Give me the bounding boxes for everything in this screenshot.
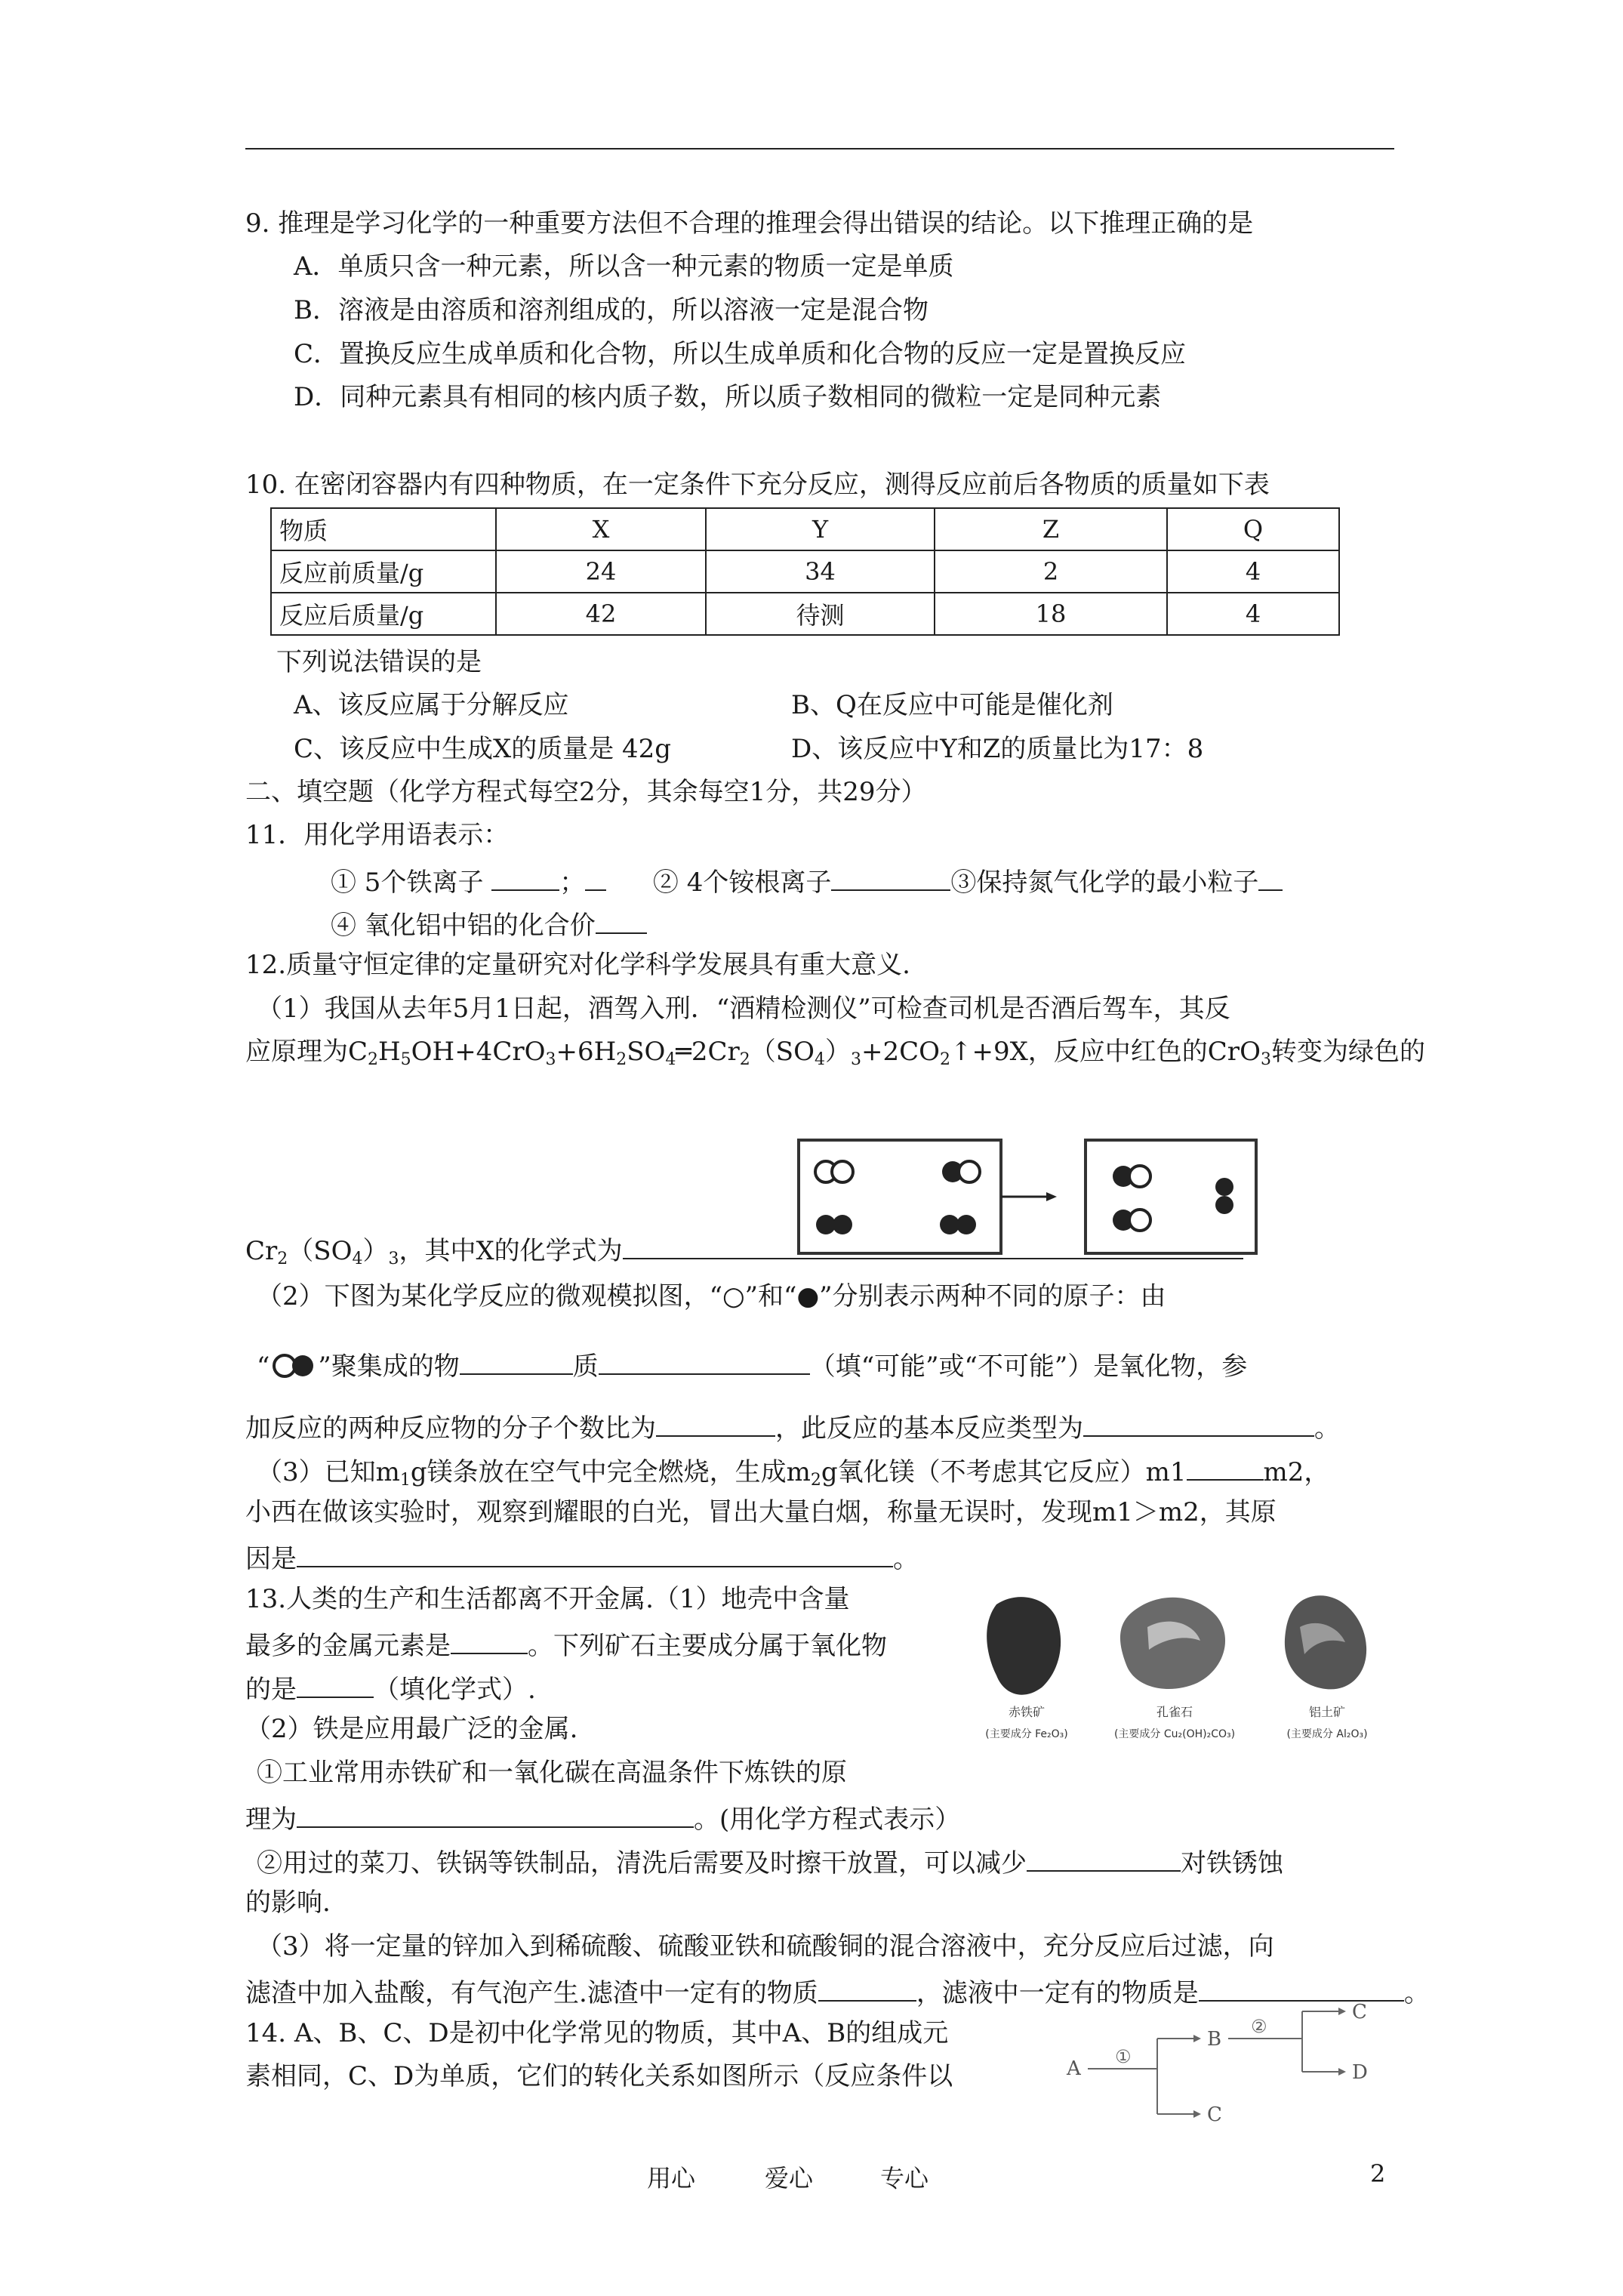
text-run: 。 bbox=[1314, 1413, 1340, 1444]
answer-blank[interactable] bbox=[1258, 864, 1283, 891]
text-run: 因是 bbox=[245, 1544, 297, 1574]
text-run: 最多的金属元素是 bbox=[245, 1631, 451, 1661]
table-cell: 反应后质量/g bbox=[271, 593, 496, 635]
table-header-cell: Z bbox=[935, 508, 1167, 550]
q11-separator: ； bbox=[559, 868, 586, 898]
answer-blank[interactable] bbox=[460, 1348, 573, 1375]
text-run: 转变为绿色的 bbox=[1270, 1037, 1425, 1067]
q11-line1 bbox=[331, 864, 1283, 898]
node-c: C bbox=[1352, 2001, 1367, 2023]
q9-option-d: D．同种元素具有相同的核内质子数，所以质子数相同的微粒一定是同种元素 bbox=[294, 382, 1162, 412]
q13-line5: ①工业常用赤铁矿和一氧化碳在高温条件下炼铁的原 bbox=[257, 1758, 847, 1788]
q13-line9: （3）将一定量的锌加入到稀硫酸、硫酸亚铁和硫酸铜的混合溶液中，充分反应后过滤，向 bbox=[257, 1931, 1274, 1962]
mineral-name: 赤铁矿 bbox=[1008, 1705, 1046, 1719]
answer-blank[interactable] bbox=[491, 864, 559, 891]
text-run: ） bbox=[362, 1236, 389, 1266]
text-run: 。(用化学方程式表示） bbox=[694, 1804, 961, 1835]
answer-blank[interactable] bbox=[297, 1540, 893, 1567]
table-header-cell: Q bbox=[1167, 508, 1339, 550]
footer-word: 爱心 bbox=[765, 2164, 814, 2193]
q9-stem: 9. 推理是学习化学的一种重要方法但不合理的推理会得出错误的结论。以下推理正确的是 bbox=[245, 208, 1254, 239]
hematite-image bbox=[987, 1597, 1061, 1695]
minerals-figure bbox=[974, 1582, 1397, 1748]
text-run: 滤渣中加入盐酸，有气泡产生.滤渣中一定有的物质 bbox=[245, 1978, 818, 2008]
q9-option-a: A．单质只含一种元素，所以含一种元素的物质一定是单质 bbox=[294, 251, 954, 282]
q12-p3-line3 bbox=[245, 1540, 919, 1574]
table-row bbox=[271, 508, 1339, 550]
text-run: ↑+9X，反应中红色的CrO bbox=[950, 1037, 1261, 1067]
q14-line2: 素相同，C、D为单质，它们的转化关系如图所示（反应条件以 bbox=[245, 2061, 953, 2091]
q12-p2-line2 bbox=[257, 1348, 1247, 1382]
q12-stem: 12.质量守恒定律的定量研究对化学科学发展具有重大意义. bbox=[245, 950, 910, 980]
text-run: +6H bbox=[556, 1037, 617, 1067]
q13-line7 bbox=[257, 1845, 1283, 1878]
text-run: ，此反应的基本反应类型为 bbox=[775, 1413, 1083, 1444]
table-header-cell: 物质 bbox=[271, 508, 496, 550]
q12-p2-line1: （2）下图为某化学反应的微观模拟图，“○”和“●”分别表示两种不同的原子：由 bbox=[257, 1281, 1166, 1311]
q12-equation: 应原理为$C_2H_5OH+4CrO_3+6H_2SO_4═2Cr_2(SO_4)_3+2CO_2↑+9X$，反应中红色的CrO$_3$转变为绿色的 bbox=[245, 1037, 1425, 1069]
answer-blank[interactable] bbox=[297, 1801, 694, 1828]
table-cell: 反应前质量/g bbox=[271, 550, 496, 593]
q12-p3-line2: 小西在做该实验时，观察到耀眼的白光，冒出大量白烟，称量无误时，发现m1＞m2，其原 bbox=[245, 1497, 1277, 1527]
text-run: g氧化镁（不考虑其它反应）m1 bbox=[821, 1457, 1187, 1487]
node-a: A bbox=[1067, 2057, 1081, 2080]
q12-p1-line3: $Cr_2(SO_4)_3$，其中X的化学式为 bbox=[245, 1232, 1243, 1266]
q13-line4: （2）铁是应用最广泛的金属. bbox=[245, 1714, 578, 1744]
step2-label: ② bbox=[1251, 2016, 1267, 2037]
q10-table bbox=[270, 507, 1340, 636]
text-run: “ bbox=[257, 1351, 270, 1382]
arrow-icon bbox=[1001, 1192, 1057, 1201]
answer-blank[interactable] bbox=[451, 1627, 528, 1654]
q9-option-c: C．置换反应生成单质和化合物，所以生成单质和化合物的反应一定是置换反应 bbox=[294, 339, 1187, 369]
answer-blank[interactable] bbox=[596, 907, 647, 934]
q10-option-d: D、该反应中Y和Z的质量比为17：8 bbox=[791, 734, 1204, 764]
text-run: （SO bbox=[750, 1037, 815, 1067]
q10-stem: 10. 在密闭容器内有四种物质，在一定条件下充分反应，测得反应前后各物质的质量如下表 bbox=[245, 470, 1270, 500]
text-run: ，滤液中一定有的物质是 bbox=[916, 1978, 1199, 2008]
q13-line3 bbox=[245, 1671, 536, 1705]
text-run: 。 bbox=[893, 1544, 919, 1574]
table-cell: 34 bbox=[706, 550, 935, 593]
bauxite-image bbox=[1285, 1595, 1366, 1689]
q12-p3-line1: （3）已知$m_1g$镁条放在空气中完全燃烧，生成$m_2g$氧化镁（不考虑其它反应）m1 m2， bbox=[257, 1453, 1329, 1487]
footer-word: 专心 bbox=[880, 2164, 929, 2193]
text-run: +2CO bbox=[861, 1037, 940, 1067]
text-run: 加反应的两种反应物的分子个数比为 bbox=[245, 1413, 656, 1444]
answer-blank[interactable] bbox=[297, 1671, 374, 1698]
text-run: 应原理为C bbox=[245, 1037, 368, 1067]
text-run: （填化学式）. bbox=[374, 1675, 536, 1705]
q10-prompt: 下列说法错误的是 bbox=[276, 647, 482, 677]
q11-line2 bbox=[331, 907, 647, 941]
q11-item2: ② 4个铵根离子 bbox=[652, 868, 832, 898]
table-cell: 2 bbox=[935, 550, 1167, 593]
molecule-icon bbox=[269, 1351, 318, 1381]
table-row bbox=[271, 593, 1339, 635]
text-run: ②用过的菜刀、铁锅等铁制品，清洗后需要及时擦干放置，可以减少 bbox=[257, 1848, 1027, 1878]
text-run: （填“可能”或“不可能”）是氧化物，参 bbox=[809, 1351, 1248, 1382]
step1-label: ① bbox=[1115, 2046, 1132, 2067]
q13-line8: 的影响. bbox=[245, 1888, 331, 1918]
table-header-cell: Y bbox=[706, 508, 935, 550]
text-run: m2， bbox=[1263, 1457, 1330, 1487]
text-run: ”聚集成的物 bbox=[318, 1351, 460, 1382]
table-cell: 24 bbox=[496, 550, 706, 593]
page-number: 2 bbox=[1370, 2159, 1386, 2188]
footer-word: 用心 bbox=[647, 2164, 696, 2193]
text-run: ═2Cr bbox=[676, 1037, 740, 1067]
text-run: 。下列矿石主要成分属于氧化物 bbox=[528, 1631, 887, 1661]
q13-line6 bbox=[245, 1801, 960, 1835]
text-run: H bbox=[378, 1037, 401, 1067]
text-run: （SO bbox=[288, 1236, 353, 1266]
q11-item1: ① 5个铁离子 bbox=[331, 868, 484, 898]
node-b: B bbox=[1207, 2028, 1222, 2051]
text-run: Cr bbox=[245, 1236, 278, 1266]
answer-blank[interactable] bbox=[1083, 1410, 1314, 1437]
text-run: 质 bbox=[572, 1351, 599, 1382]
q12-p2-line3 bbox=[245, 1410, 1340, 1444]
text-run: OH+4CrO bbox=[411, 1037, 546, 1067]
q10-option-a: A、该反应属于分解反应 bbox=[294, 690, 569, 720]
text-run: ） bbox=[824, 1037, 851, 1067]
text-run: SO bbox=[627, 1037, 666, 1067]
text-run: 理为 bbox=[245, 1804, 297, 1835]
q11-stem: 11．用化学用语表示： bbox=[245, 820, 510, 850]
answer-blank[interactable] bbox=[1187, 1453, 1264, 1481]
q10-option-b: B、Q在反应中可能是催化剂 bbox=[791, 690, 1113, 720]
q11-item4: ④ 氧化铝中铝的化合价 bbox=[331, 911, 596, 941]
q13-line1: 13.人类的生产和生活都离不开金属.（1）地壳中含量 bbox=[245, 1584, 850, 1614]
table-header-cell: X bbox=[496, 508, 706, 550]
table-cell: 18 bbox=[935, 593, 1167, 635]
transformation-diagram bbox=[1053, 1993, 1385, 2129]
answer-blank[interactable] bbox=[623, 1232, 1243, 1259]
table-cell: 4 bbox=[1167, 550, 1339, 593]
text-run: ，其中X的化学式为 bbox=[399, 1236, 623, 1266]
text-run: （3）已知m bbox=[257, 1457, 400, 1487]
header-rule bbox=[245, 148, 1394, 149]
table-cell: 42 bbox=[496, 593, 706, 635]
text-run: 。 bbox=[1403, 1978, 1430, 2008]
text-run: 对铁锈蚀 bbox=[1181, 1848, 1283, 1878]
q14-line1: 14. A、B、C、D是初中化学常见的物质，其中A、B的组成元 bbox=[245, 2018, 949, 2048]
table-row bbox=[271, 550, 1339, 593]
section-heading: 二、填空题（化学方程式每空2分，其余每空1分，共29分） bbox=[245, 777, 927, 807]
q9-option-b: B．溶液是由溶质和溶剂组成的，所以溶液一定是混合物 bbox=[294, 295, 929, 325]
answer-blank[interactable] bbox=[656, 1410, 775, 1437]
answer-blank[interactable] bbox=[585, 864, 606, 891]
q10-option-c: C、该反应中生成X的质量是 42g bbox=[294, 734, 672, 764]
q13-line2 bbox=[245, 1627, 887, 1661]
answer-blank[interactable] bbox=[1027, 1845, 1181, 1872]
node-d: D bbox=[1352, 2061, 1368, 2084]
mineral-name: 孔雀石 bbox=[1156, 1705, 1193, 1719]
answer-blank[interactable] bbox=[831, 864, 950, 891]
table-cell: 4 bbox=[1167, 593, 1339, 635]
q12-p1-line1: （1）我国从去年5月1日起，酒驾入刑．“酒精检测仪”可检查司机是否酒后驾车，其反 bbox=[257, 994, 1230, 1024]
answer-blank[interactable] bbox=[818, 1974, 916, 2002]
text-run: g镁条放在空气中完全燃烧，生成m bbox=[410, 1457, 811, 1487]
mineral-name: 铝土矿 bbox=[1308, 1705, 1346, 1719]
mineral-composition: (主要成分 Cu₂(OH)₂CO₃) bbox=[1113, 1728, 1236, 1740]
q11-item3: ③保持氮气化学的最小粒子 bbox=[950, 868, 1259, 898]
text-run: 的是 bbox=[245, 1675, 297, 1705]
mineral-composition: (主要成分 Al₂O₃) bbox=[1286, 1728, 1368, 1740]
malachite-image bbox=[1120, 1598, 1225, 1689]
table-cell: 待测 bbox=[706, 593, 935, 635]
answer-blank[interactable] bbox=[599, 1348, 810, 1375]
node-c: C bbox=[1207, 2103, 1222, 2126]
mineral-composition: (主要成分 Fe₂O₃) bbox=[985, 1728, 1068, 1740]
